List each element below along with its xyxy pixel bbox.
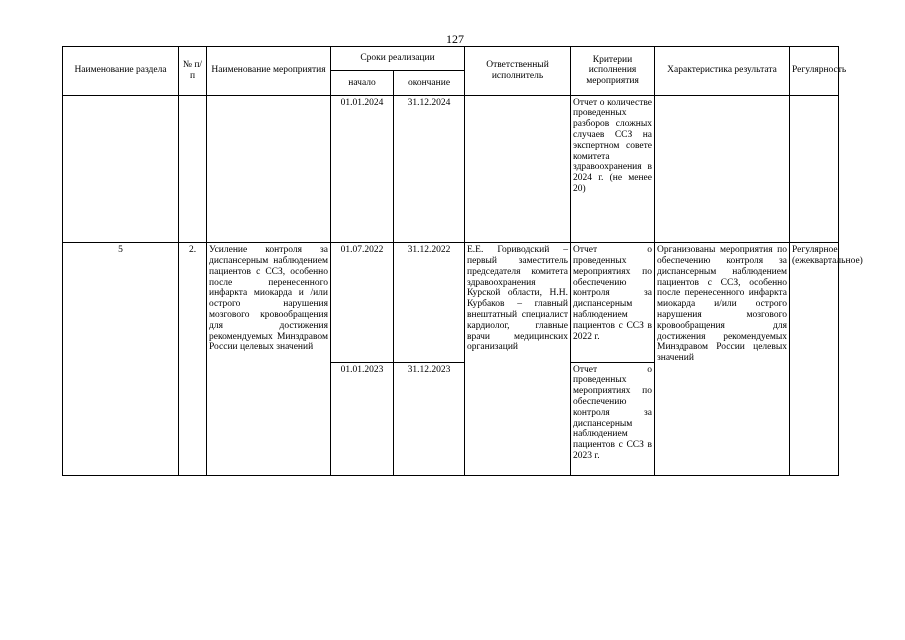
prev-criteria: Отчет о количестве проведенных разборов сложных случаев ССЗ на экспертном совете комитета здравоохранения в 2024 г. (не менее 20) [571,95,655,243]
header-number: № п/п [179,47,207,96]
prev-responsible-cell [465,95,571,243]
result-description: Организованы мероприятия по обеспечению контроля за диспансерным наблюдением пациентов с ССЗ, особенно после перенесенного инфаркта миокарда и/или острого нарушения мозгового кровообращения для достижения рекомендуемых Минздравом России целевых значений [655,243,790,476]
prev-number-cell [179,95,207,243]
header-responsible: Ответственный исполнитель [465,47,571,96]
page-number: 127 [446,32,464,46]
criteria-2: Отчет о проведенных мероприятиях по обеспечению контроля за диспансерным наблюдением пациентов с ССЗ в 2023 г. [571,362,655,475]
end-date-2: 31.12.2023 [394,362,465,475]
criteria-1: Отчет о проведенных мероприятиях по обеспечению контроля за диспансерным наблюдением пациентов с ССЗ в 2022 г. [571,243,655,362]
header-criteria: Критерии исполнения мероприятия [571,47,655,96]
start-date-1: 01.07.2022 [331,243,394,362]
prev-result-cell [655,95,790,243]
header-regularity: Регулярность [790,47,839,96]
item-number: 2. [179,243,207,476]
section-number: 5 [63,243,179,476]
start-date-2: 01.01.2023 [331,362,394,475]
regularity: Регулярное (ежеквартальное) [790,243,839,476]
header-start: начало [331,71,394,95]
header-section: Наименование раздела [63,47,179,96]
header-end: окончание [394,71,465,95]
responsible-executor: Е.Е. Гориводский – первый заместитель председателя комитета здравоохранения Курской области, Н.Н. Курбаков – главный внештатный специалист кардиолог, главные врачи медицинских организаций [465,243,571,476]
prev-regularity-cell [790,95,839,243]
prev-start-date: 01.01.2024 [331,95,394,243]
end-date-1: 31.12.2022 [394,243,465,362]
header-activity: Наименование мероприятия [207,47,331,96]
prev-activity-cell [207,95,331,243]
header-terms: Сроки реализации [331,47,465,71]
prev-section-cell [63,95,179,243]
activity-name: Усиление контроля за диспансерным наблюдением пациентов с ССЗ, особенно после перенесенного инфаркта миокарда и /или острого нарушения мозгового кровообращения для достижения рекомендуемых Минздравом России целевых значений [207,243,331,476]
prev-end-date: 31.12.2024 [394,95,465,243]
header-result: Характеристика результата [655,47,790,96]
activity-table [62,46,863,476]
